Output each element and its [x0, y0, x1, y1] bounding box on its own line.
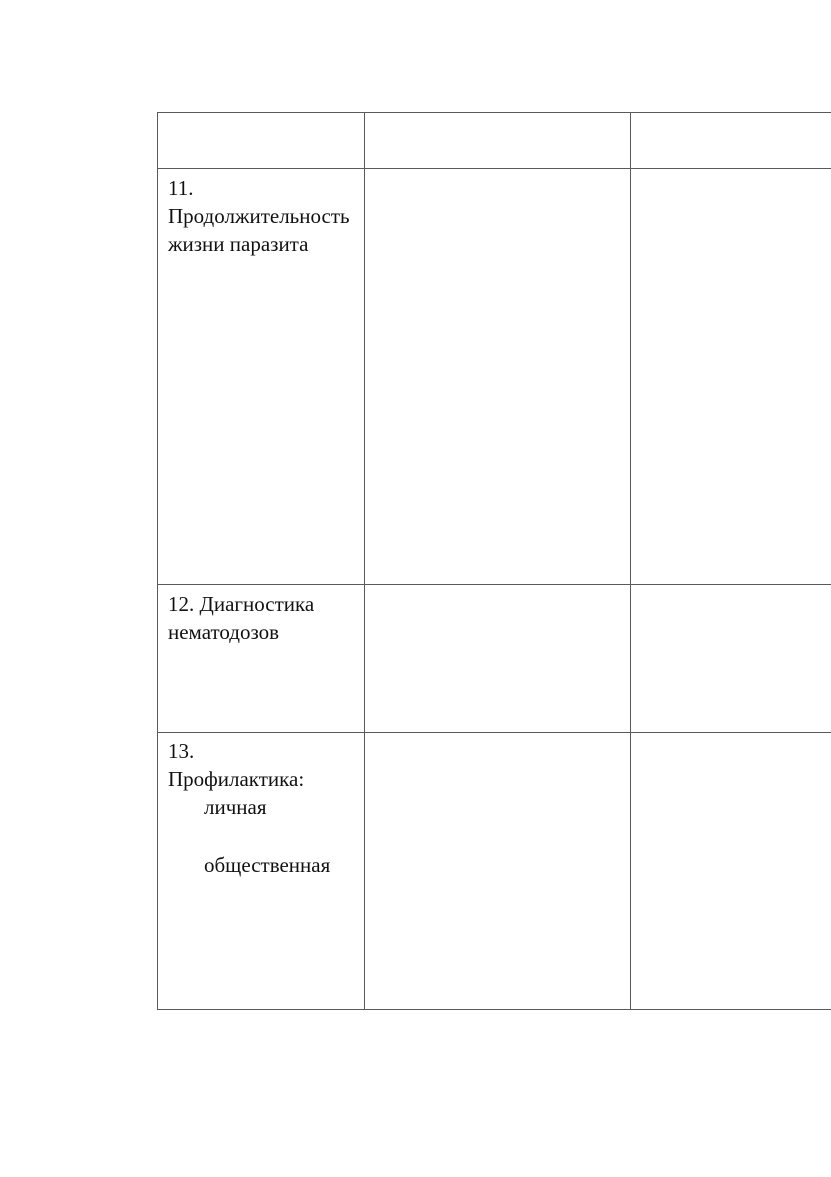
sub-item-personal: личная: [204, 795, 267, 819]
table-cell-row-11: [168, 174, 360, 258]
table-column-divider: [630, 112, 631, 1010]
row-label: Профилактика:: [168, 767, 305, 791]
row-label: Продолжительность жизни паразита: [168, 204, 350, 256]
table-column-divider: [364, 112, 365, 1010]
table-border-bottom: [157, 1009, 831, 1010]
table-row-divider: [157, 732, 831, 733]
table-border-left: [157, 112, 158, 1010]
table-cell-row-13: [168, 737, 360, 879]
sub-item-public: общественная: [204, 853, 331, 877]
row-label: 12. Диагностика нематодозов: [168, 592, 315, 644]
table-cell-row-12: [168, 590, 360, 646]
row-number: 11.: [168, 176, 194, 200]
table-row-divider: [157, 168, 831, 169]
row-number: 13.: [168, 739, 195, 763]
table-border-top: [157, 112, 831, 113]
table-row-divider: [157, 584, 831, 585]
